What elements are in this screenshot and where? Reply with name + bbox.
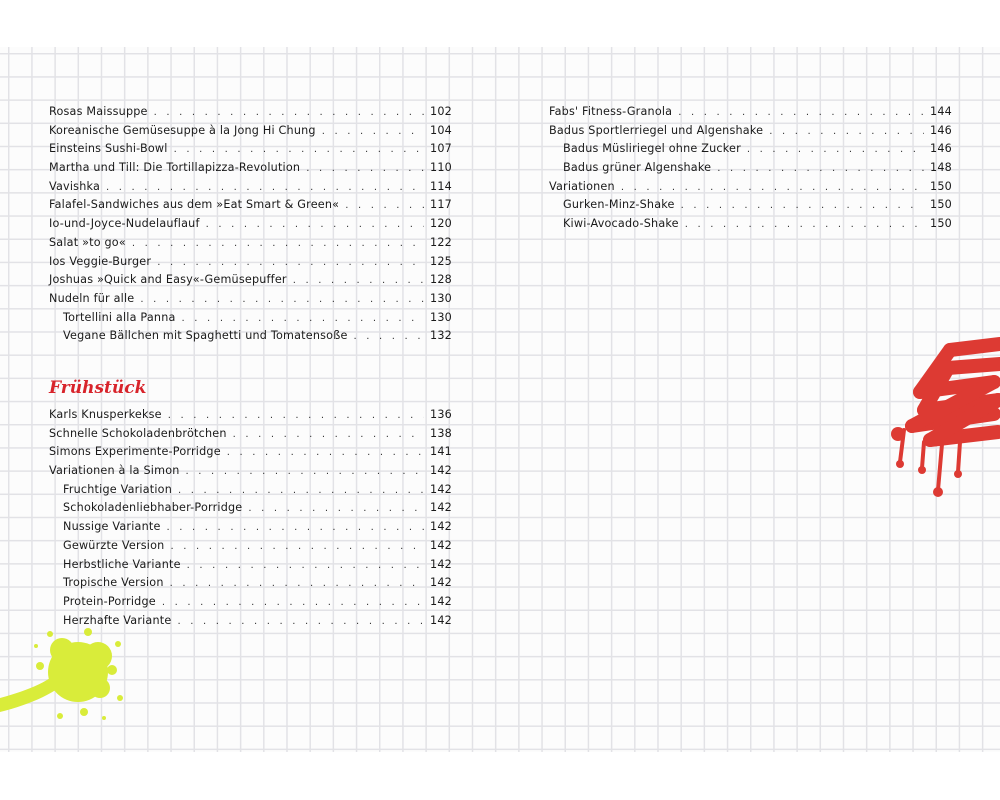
toc-entry-page: 102 — [430, 105, 452, 118]
toc-entry-page: 138 — [430, 426, 452, 440]
toc-entry — [549, 198, 952, 217]
dot-leader — [178, 485, 424, 496]
dot-leader — [685, 219, 924, 230]
toc-entry-page: 142 — [430, 557, 452, 571]
toc-entry-title: Fabs' Fitness-Granola — [549, 105, 673, 118]
toc-entry — [549, 105, 952, 124]
toc-entry-title: Nussige Variante — [63, 520, 161, 534]
dot-leader — [354, 331, 424, 342]
toc-entry-page: 146 — [930, 123, 952, 137]
dot-leader — [174, 144, 424, 155]
toc-entry — [49, 539, 452, 558]
dot-leader — [168, 410, 424, 421]
toc-entry — [49, 614, 452, 633]
toc-entry-page: 128 — [430, 273, 452, 287]
yellow-paint-splash — [0, 620, 130, 730]
toc-entry-page: 142 — [430, 538, 452, 552]
toc-entry-title: Einsteins Sushi-Bowl — [49, 142, 168, 156]
toc-entry-page: 132 — [430, 329, 452, 343]
toc-entry — [49, 198, 452, 217]
toc-entry — [49, 236, 452, 255]
red-paint-scribble — [890, 330, 1000, 500]
toc-entry-title: Ios Veggie-Burger — [49, 254, 152, 268]
dot-leader — [167, 522, 424, 533]
toc-entry-page: 136 — [430, 408, 452, 421]
toc-entry-title: Vegane Bällchen mit Spaghetti und Tomatensoße — [63, 329, 348, 343]
toc-entry-title: Variationen à la Simon — [49, 464, 180, 478]
dot-leader — [747, 144, 924, 155]
toc-entry — [49, 255, 452, 274]
toc-entry — [49, 217, 452, 236]
dot-leader — [206, 219, 424, 230]
toc-entry-title: Fruchtige Variation — [63, 482, 173, 496]
toc-entry-page: 142 — [430, 464, 452, 478]
toc-entry-page: 120 — [430, 217, 452, 231]
toc-entry-page: 142 — [430, 501, 452, 515]
toc-entry-page: 141 — [430, 445, 452, 459]
toc-entry-page: 130 — [430, 291, 452, 305]
toc-entry-title: Falafel-Sandwiches aus dem »Eat Smart & Green« — [49, 198, 340, 212]
toc-entry-title: Io-und-Joyce-Nudelauflauf — [49, 217, 200, 231]
toc-entry-title: Koreanische Gemüsesuppe à la Jong Hi Chung — [49, 123, 316, 137]
toc-entry — [49, 142, 452, 161]
section-heading-fruehstueck: Frühstück — [49, 378, 147, 398]
toc-entry-page: 130 — [430, 310, 452, 324]
toc-left-top — [49, 105, 452, 348]
toc-entry-title: Gurken-Minz-Shake — [563, 198, 675, 212]
toc-entry — [49, 273, 452, 292]
dot-leader — [345, 200, 424, 211]
toc-entry-title: Badus Müsliriegel ohne Zucker — [563, 142, 741, 156]
toc-entry-page: 142 — [430, 482, 452, 496]
toc-entry-title: Badus grüner Algenshake — [563, 161, 712, 175]
toc-entry — [49, 124, 452, 143]
toc-entry-page: 144 — [930, 105, 952, 118]
toc-entry — [549, 124, 952, 143]
toc-entry-page: 150 — [930, 217, 952, 231]
toc-entry — [49, 520, 452, 539]
toc-entry — [49, 311, 452, 330]
toc-entry — [49, 558, 452, 577]
dot-leader — [769, 126, 924, 137]
dot-leader — [187, 560, 424, 571]
toc-entry-title: Tortellini alla Panna — [63, 310, 176, 324]
toc-entry — [49, 427, 452, 446]
toc-entry — [49, 595, 452, 614]
toc-entry-page: 125 — [430, 254, 452, 268]
toc-entry — [49, 329, 452, 348]
dot-leader — [182, 313, 424, 324]
toc-entry — [49, 408, 452, 427]
toc-entry — [549, 217, 952, 236]
toc-entry-title: Vavishka — [49, 179, 101, 193]
dot-leader — [170, 541, 424, 552]
dot-leader — [106, 182, 424, 193]
toc-entry-page: 117 — [430, 198, 452, 212]
dot-leader — [157, 257, 424, 268]
dot-leader — [162, 597, 424, 608]
toc-entry-page: 114 — [430, 179, 452, 193]
toc-left-bottom — [49, 408, 452, 632]
dot-leader — [717, 163, 924, 174]
toc-entry-title: Schokoladenliebhaber-Porridge — [63, 501, 243, 515]
toc-entry — [49, 483, 452, 502]
toc-entry-title: Nudeln für alle — [49, 291, 135, 305]
toc-entry — [549, 180, 952, 199]
toc-entry — [49, 576, 452, 595]
toc-entry-title: Badus Sportlerriegel und Algenshake — [549, 123, 764, 137]
dot-leader — [678, 107, 924, 118]
toc-entry-title: Gewürzte Version — [63, 538, 165, 552]
toc-entry — [49, 180, 452, 199]
dot-leader — [322, 126, 424, 137]
toc-entry-page: 150 — [930, 179, 952, 193]
dot-leader — [177, 616, 424, 627]
dot-leader — [186, 466, 424, 477]
toc-entry — [549, 142, 952, 161]
toc-entry-title: Tropische Version — [63, 576, 164, 590]
toc-entry-page: 122 — [430, 235, 452, 249]
toc-entry — [49, 445, 452, 464]
toc-entry-title: Rosas Maissuppe — [49, 105, 148, 118]
toc-entry-title: Herzhafte Variante — [63, 613, 172, 627]
toc-entry-title: Martha und Till: Die Tortillapizza-Revolution — [49, 161, 301, 175]
toc-entry — [49, 464, 452, 483]
toc-entry — [549, 161, 952, 180]
toc-entry-page: 148 — [930, 161, 952, 175]
toc-entry-page: 110 — [430, 161, 452, 175]
toc-entry-page: 142 — [430, 594, 452, 608]
dot-leader — [140, 294, 424, 305]
dot-leader — [132, 238, 424, 249]
toc-entry-title: Karls Knusperkekse — [49, 408, 162, 421]
dot-leader — [154, 107, 424, 118]
toc-entry-page: 142 — [430, 520, 452, 534]
toc-entry-page: 107 — [430, 142, 452, 156]
dot-leader — [621, 182, 924, 193]
dot-leader — [170, 578, 424, 589]
toc-right — [549, 105, 952, 236]
toc-entry-title: Schnelle Schokoladenbrötchen — [49, 426, 227, 440]
dot-leader — [306, 163, 424, 174]
toc-entry-title: Protein-Porridge — [63, 594, 156, 608]
toc-entry-page: 150 — [930, 198, 952, 212]
dot-leader — [293, 275, 424, 286]
toc-entry — [49, 161, 452, 180]
toc-entry — [49, 292, 452, 311]
toc-entry — [49, 105, 452, 124]
toc-entry-title: Joshuas »Quick and Easy«-Gemüsepuffer — [49, 273, 287, 287]
toc-entry-title: Salat »to go« — [49, 235, 126, 249]
toc-entry-title: Simons Experimente-Porridge — [49, 445, 221, 459]
toc-entry-page: 142 — [430, 576, 452, 590]
dot-leader — [233, 429, 424, 440]
dot-leader — [681, 200, 924, 211]
toc-entry-page: 142 — [430, 613, 452, 627]
toc-entry-title: Herbstliche Variante — [63, 557, 181, 571]
toc-entry-page: 146 — [930, 142, 952, 156]
toc-entry-title: Variationen — [549, 179, 615, 193]
toc-entry — [49, 501, 452, 520]
toc-entry-title: Kiwi-Avocado-Shake — [563, 217, 679, 231]
dot-leader — [248, 503, 424, 514]
dot-leader — [227, 447, 424, 458]
toc-entry-page: 104 — [430, 123, 452, 137]
